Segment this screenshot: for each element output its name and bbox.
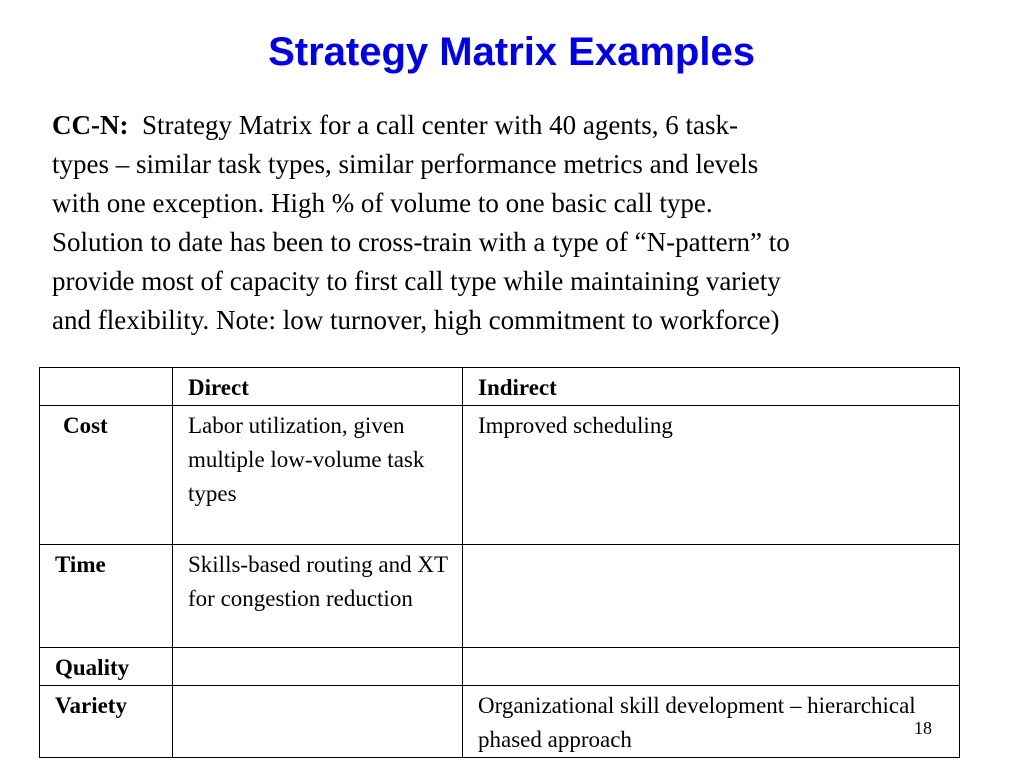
intro-line: with one exception. High % of volume to one basic call type.: [52, 188, 713, 218]
intro-line: Solution to date has been to cross-train with a type of “N-pattern” to: [52, 227, 790, 257]
header-cell-direct: Direct: [173, 368, 463, 406]
row-label-variety: Variety: [40, 686, 173, 758]
table-header-row: [40, 368, 960, 406]
intro-paragraph: [52, 106, 972, 340]
intro-line: provide most of capacity to first call type while maintaining variety: [52, 266, 781, 296]
header-cell-indirect: Indirect: [463, 368, 960, 406]
cell-cost-indirect: Improved scheduling: [463, 406, 960, 545]
table-row-variety: [40, 686, 960, 758]
row-label-cost: Cost: [40, 406, 173, 545]
table-row-cost: [40, 406, 960, 545]
header-cell-empty: [40, 368, 173, 406]
table-row-quality: [40, 648, 960, 686]
cell-time-direct: Skills-based routing and XT for congestion reduction: [173, 545, 463, 648]
row-label-quality: Quality: [40, 648, 173, 686]
intro-line: types – similar task types, similar performance metrics and levels: [52, 149, 759, 179]
cell-quality-indirect: [463, 648, 960, 686]
row-label-time: Time: [40, 545, 173, 648]
cell-variety-indirect: Organizational skill development – hierarchical phased approach: [463, 686, 960, 758]
cell-cost-direct: Labor utilization, given multiple low-volume task types: [173, 406, 463, 545]
intro-line-text: Strategy Matrix for a call center with 40 agents, 6 task-: [141, 110, 739, 140]
strategy-matrix-table: [39, 367, 960, 758]
slide-title: Strategy Matrix Examples: [268, 30, 755, 74]
cell-variety-direct: [173, 686, 463, 758]
intro-line: and flexibility. Note: low turnover, high commitment to workforce): [52, 305, 780, 335]
page-number: 18: [914, 718, 932, 738]
cell-time-indirect: [463, 545, 960, 648]
intro-line: [52, 106, 972, 145]
cell-quality-direct: [173, 648, 463, 686]
intro-lead: CC-N:: [52, 110, 129, 140]
table-row-time: [40, 545, 960, 648]
